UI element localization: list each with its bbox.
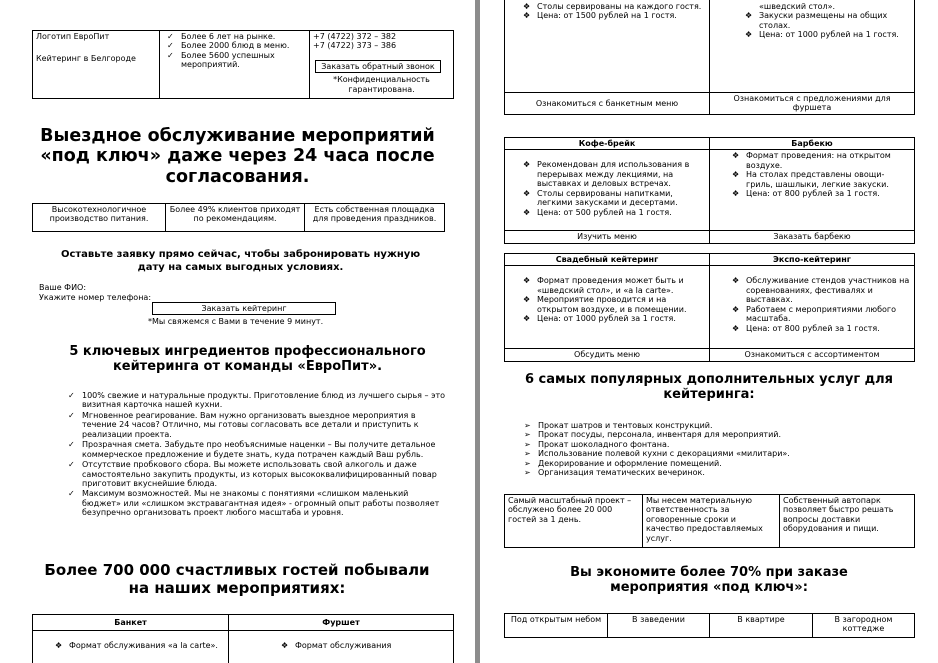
ingredients-heading: 5 ключевых ингредиентов профессионального кейтеринга от команды «ЕвроПит». — [69, 344, 426, 375]
view-assortment-link[interactable]: Ознакомиться с ассортиментом — [710, 349, 915, 361]
list-item: ❖ Столы сервированы напитками, легкими закусками и десертами. — [523, 188, 678, 208]
privacy-note: *Конфиденциальность гарантирована. — [333, 75, 430, 94]
check-icon: ✓ — [167, 32, 174, 41]
diamond-bullet-icon: ❖ — [523, 11, 531, 21]
diamond-bullet-icon: ❖ — [523, 207, 531, 217]
table-cell — [33, 631, 229, 663]
fact-cell: Собственный автопарк позволяет быстро решать вопросы доставки оборудования и пищи. — [780, 495, 915, 548]
savings-heading: Вы экономите более 70% при заказе мероприятия «под ключ»: — [570, 565, 848, 596]
company-facts-table — [504, 494, 915, 548]
phone-number: +7 (4722) 372 – 382 — [313, 32, 397, 41]
list-item: ✓ Мгновенное реагирование. Вам нужно организовать выездное мероприятия в течение 24 часов? Отлично, мы готовы согласовать все детали и приступить к реализации проекта. — [68, 410, 419, 439]
diamond-bullet-icon: ❖ — [523, 314, 531, 324]
list-item: ❖ Цена: от 500 рублей на 1 гостя. — [523, 207, 672, 217]
list-item: ❖ Мероприятие проводится и на открытом воздухе, и в помещении. — [523, 295, 687, 314]
list-item: ➢ Прокат шатров и тентовых конструкций. — [524, 421, 713, 430]
diamond-bullet-icon: ❖ — [745, 30, 753, 40]
column-header: Банкет — [33, 615, 229, 631]
banquet-menu-link[interactable]: Ознакомиться с банкетным меню — [505, 93, 710, 115]
list-item: ❖ Обслуживание стендов участников на соревнованиях, фестивалях и выставках. — [732, 276, 910, 305]
order-bbq-link[interactable]: Заказать барбекю — [710, 231, 915, 243]
list-item: ❖ Цена: от 1000 рублей за 1 гостя. — [523, 314, 676, 324]
table-cell — [710, 150, 915, 231]
diamond-bullet-icon: ❖ — [523, 295, 531, 305]
name-label: Ваше ФИО: — [39, 283, 87, 292]
list-item: ➢ Прокат шоколадного фонтана. — [524, 439, 670, 449]
response-note: *Мы свяжемся с Вами в течение 9 минут. — [148, 317, 324, 326]
arrow-bullet-icon: ➢ — [524, 421, 531, 430]
list-item: ❖ Формат проведения: на открытом воздухе. — [732, 151, 891, 170]
table-cell — [710, 266, 915, 349]
column-header: Кофе-брейк — [505, 138, 710, 150]
list-item: ❖ Формат обслуживания «a la carte». — [55, 641, 218, 650]
services-heading: 6 самых популярных дополнительных услуг для кейтеринга: — [524, 372, 894, 403]
arrow-bullet-icon: ➢ — [524, 449, 531, 459]
phone-label: Укажите номер телефона: — [39, 293, 152, 302]
venue-cell: В заведении — [608, 614, 710, 638]
list-item: ✓ 100% свежие и натуральные продукты. Приготовление блюд из лучшего сырья – это визитная карточка нашей кухни. — [68, 391, 446, 410]
buffet-offers-link[interactable]: Ознакомиться с предложениями для фуршета — [710, 93, 915, 115]
check-icon: ✓ — [68, 410, 75, 420]
list-item: ✓ Более 6 лет на рынке. — [167, 32, 276, 41]
list-item: ❖ Формат проведения может быть и «шведский стол», и «a la carte». — [523, 276, 684, 295]
venue-cell: В квартире — [710, 614, 813, 638]
phone-number: +7 (4722) 373 – 386 — [313, 41, 397, 51]
diamond-bullet-icon: ❖ — [281, 641, 289, 650]
list-item: ❖ Цена: от 1500 рублей на 1 гостя. — [523, 11, 677, 21]
diamond-bullet-icon: ❖ — [732, 189, 740, 199]
guests-heading: Более 700 000 счастливых гостей побывали на наших мероприятиях: — [44, 561, 430, 597]
arrow-bullet-icon: ➢ — [524, 439, 531, 449]
logo-placeholder: Логотип ЕвроПит — [36, 32, 110, 41]
table-cell — [505, 150, 710, 231]
diamond-bullet-icon: ❖ — [732, 170, 740, 180]
check-icon: ✓ — [68, 460, 75, 470]
venue-cell: Под открытым небом — [505, 614, 608, 638]
list-item: ✓ Отсутствие пробкового сбора. Вы можете использовать свой алкоголь и даже самостоятельно закупить продукты, из которых высококвалифицированный повар приготовит вкуснейшие блюда. — [68, 460, 437, 488]
advantages-table — [32, 203, 445, 232]
venue-cell: В загородном коттедже — [813, 614, 915, 638]
advantage-cell: Более 49% клиентов приходят по рекомендациям. — [166, 204, 305, 232]
arrow-bullet-icon: ➢ — [524, 430, 531, 440]
list-item: «шведский стол». — [759, 2, 836, 11]
list-item: ❖ Цена: от 800 рублей за 1 гостя. — [732, 323, 880, 333]
diamond-bullet-icon: ❖ — [732, 151, 740, 161]
document-page-right — [480, 0, 938, 663]
diamond-bullet-icon: ❖ — [732, 276, 740, 286]
list-item: ➢ Использование полевой кухни с декорациями «милитари». — [524, 449, 790, 459]
diamond-bullet-icon: ❖ — [732, 304, 740, 314]
advantage-cell: Высокотехнологичное производство питания. — [33, 204, 166, 232]
list-item: ❖ Формат обслуживания — [281, 641, 392, 650]
order-catering-button[interactable]: Заказать кейтеринг — [152, 302, 336, 315]
column-header: Свадебный кейтеринг — [505, 254, 710, 266]
table-cell — [505, 266, 710, 349]
diamond-bullet-icon: ❖ — [523, 160, 531, 170]
check-icon: ✓ — [68, 440, 75, 450]
column-header: Барбекю — [710, 138, 915, 150]
header-subtitle: Кейтеринг в Белгороде — [36, 54, 136, 64]
column-header: Экспо-кейтеринг — [710, 254, 915, 266]
coffee-bbq-table — [504, 137, 915, 244]
logo-cell — [33, 31, 160, 99]
check-icon: ✓ — [167, 41, 174, 51]
venues-table — [504, 613, 915, 638]
diamond-bullet-icon: ❖ — [523, 2, 531, 11]
table-cell — [710, 0, 915, 93]
ingredients-list — [68, 391, 448, 518]
list-item: ❖ На столах представлены овощи-гриль, шашлыки, легкие закуски. — [732, 170, 889, 189]
table-cell — [229, 631, 454, 663]
diamond-bullet-icon: ❖ — [732, 323, 740, 333]
diamond-bullet-icon: ❖ — [523, 276, 531, 286]
advantage-cell: Есть собственная площадка для проведения праздников. — [305, 204, 445, 232]
list-item: ✓ Более 2000 блюд в меню. — [167, 41, 290, 51]
wedding-expo-table — [504, 253, 915, 362]
column-header: Фуршет — [229, 615, 454, 631]
header-table — [32, 30, 454, 99]
list-item: ✓ Более 5600 успешных мероприятий. — [167, 50, 275, 70]
list-item: ❖ Работаем с мероприятиями любого масштаба. — [732, 304, 897, 324]
list-item: ❖ Столы сервированы на каждого гостя. — [523, 2, 702, 11]
diamond-bullet-icon: ❖ — [55, 641, 63, 650]
diamond-bullet-icon: ❖ — [745, 11, 753, 21]
arrow-bullet-icon: ➢ — [524, 468, 531, 478]
discuss-menu-link[interactable]: Обсудить меню — [505, 349, 710, 361]
services-list — [524, 421, 904, 478]
check-icon: ✓ — [68, 391, 75, 400]
list-item: ❖ Закуски размещены на общих столах. — [745, 11, 888, 30]
list-item: ✓ Прозрачная смета. Забудьте про необъяснимые наценки – Вы получите детальное коммерческое предложение и будете знать, куда потрачен каждый Ваш рубль. — [68, 440, 436, 459]
list-item: ➢ Организация тематических вечеринок. — [524, 468, 705, 478]
list-item: ✓ Максимум возможностей. Мы не знакомы с понятиями «слишком маленький бюджет» или «слишком экстравагантная идея» - огромный опыт работы позволяет безупречно организовать проект любого масштаба и уровня. — [68, 489, 440, 518]
list-item: ❖ Рекомендован для использования в перерывах между лекциями, на выставках и деловых встречах. — [523, 160, 690, 189]
main-headline: Выездное обслуживание мероприятий «под ключ» даже через 24 часа после согласования. — [40, 126, 435, 187]
list-item: ➢ Декорирование и оформление помещений. — [524, 458, 722, 468]
list-item: ❖ Цена: от 800 рублей за 1 гостя. — [732, 189, 880, 199]
contacts-cell — [310, 31, 454, 99]
facts-cell — [160, 31, 310, 99]
diamond-bullet-icon: ❖ — [523, 188, 531, 198]
form-heading: Оставьте заявку прямо сейчас, чтобы забронировать нужную дату на самых выгодных условиях. — [60, 249, 421, 274]
list-item: ➢ Прокат посуды, персонала, инвентаря для мероприятий. — [524, 430, 782, 440]
table-cell — [505, 0, 710, 93]
banquet-continued-table — [504, 0, 915, 115]
list-item: ❖ Цена: от 1000 рублей на 1 гостя. — [745, 30, 899, 40]
fact-cell: Мы несем материальную ответственность за оговоренные сроки и качество предоставляемых услуг. — [643, 495, 780, 548]
arrow-bullet-icon: ➢ — [524, 458, 531, 468]
check-icon: ✓ — [68, 489, 75, 499]
check-icon: ✓ — [167, 50, 174, 60]
study-menu-link[interactable]: Изучить меню — [505, 231, 710, 243]
events-table — [32, 614, 454, 663]
callback-button[interactable]: Заказать обратный звонок — [315, 60, 441, 73]
fact-cell: Самый масштабный проект – обслужено более 20 000 гостей за 1 день. — [505, 495, 643, 548]
